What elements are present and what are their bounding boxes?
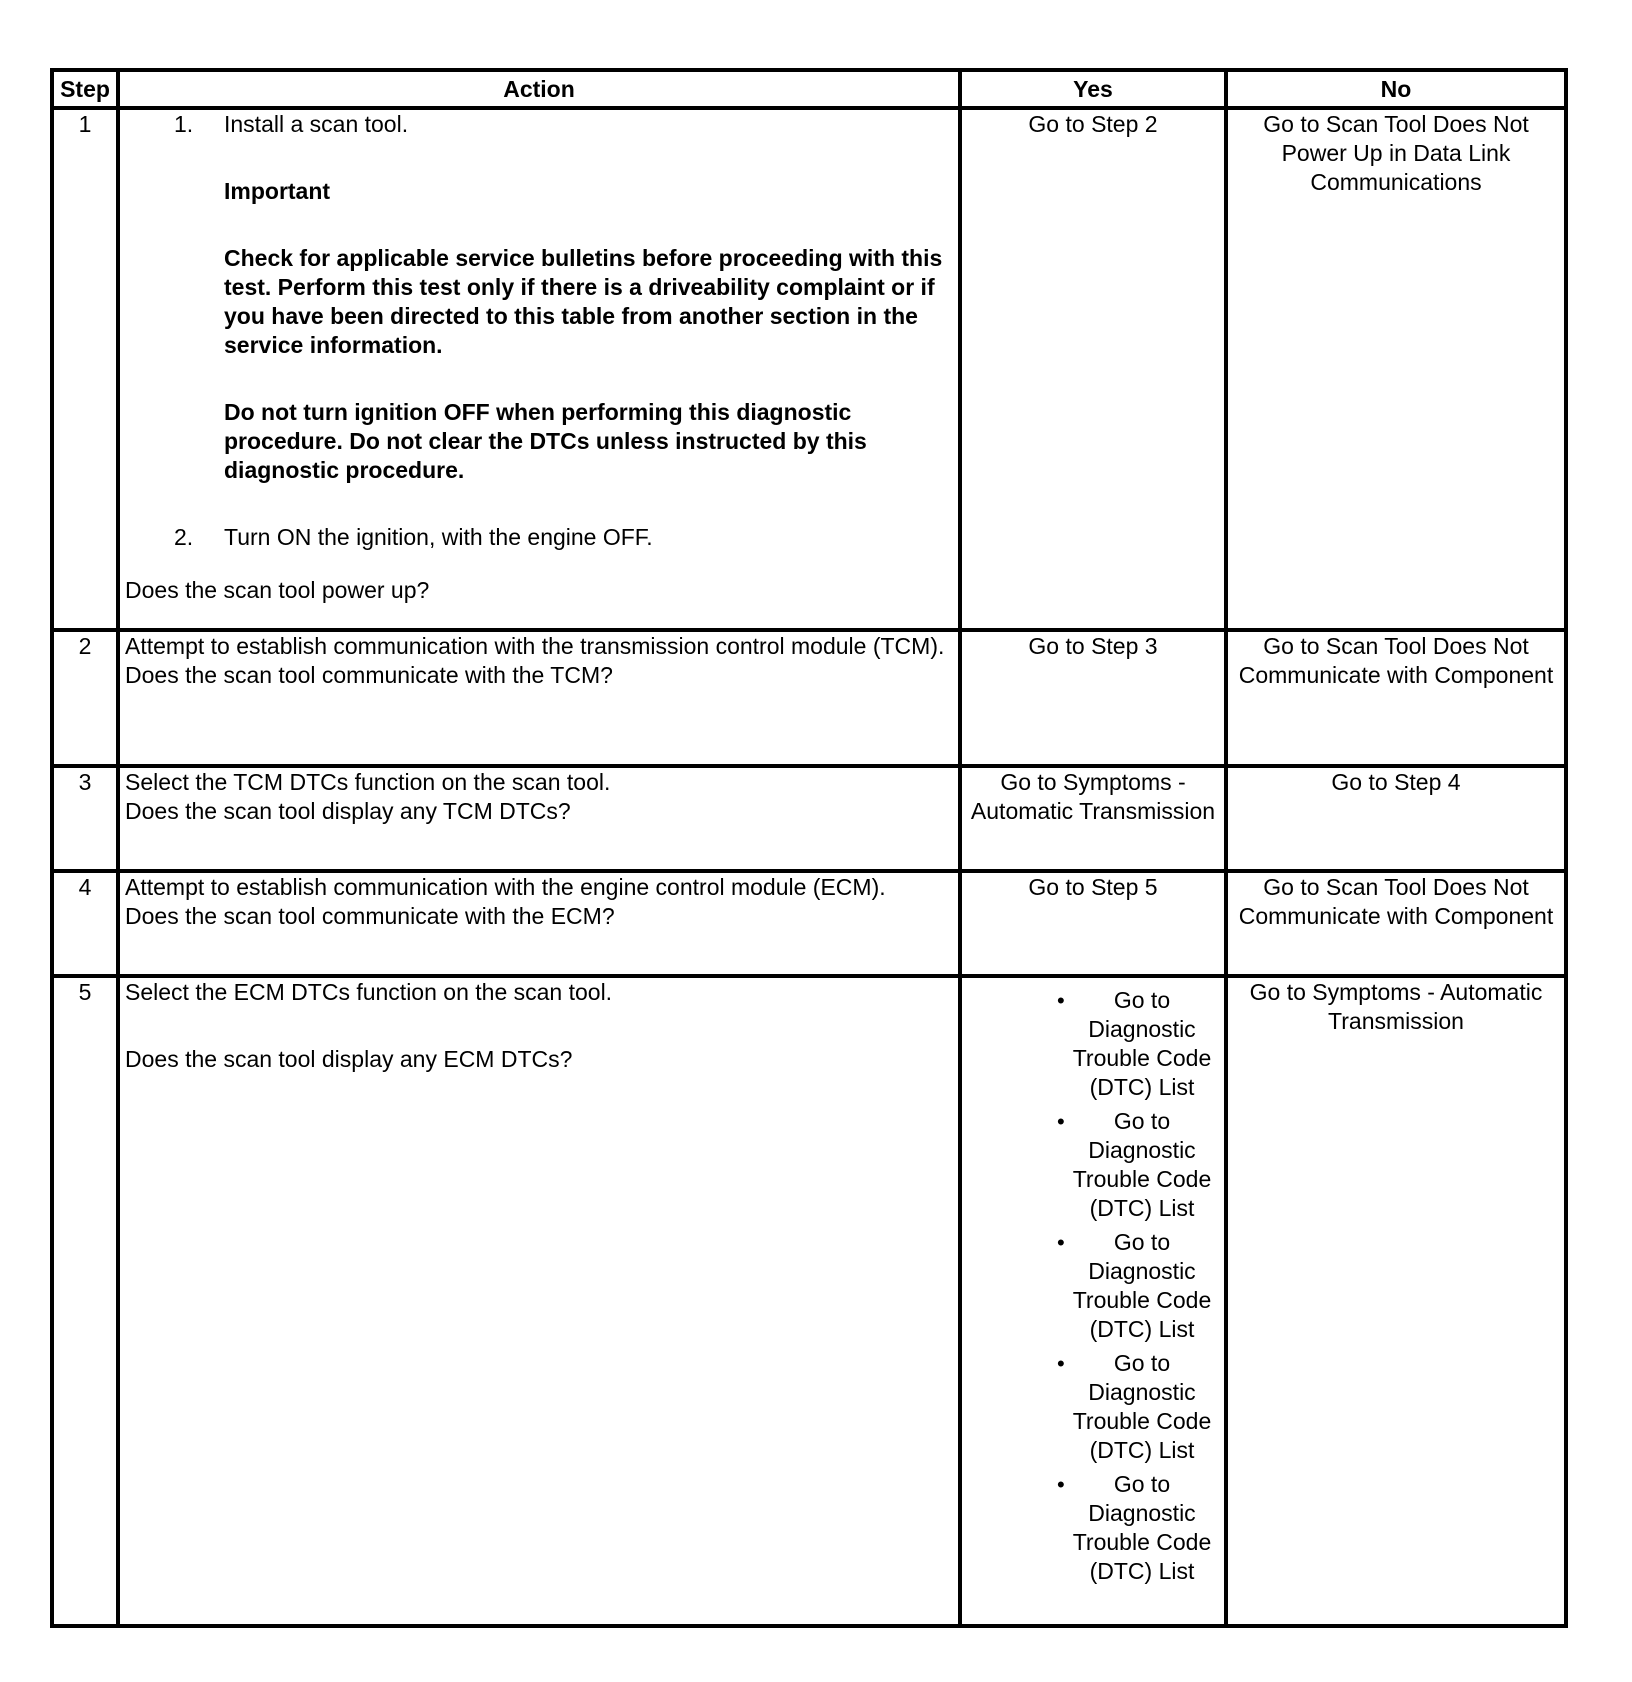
important-note: Do not turn ignition OFF when performing this diagnostic procedure. Do not clear the DTCs unless instructed by this diagnostic procedure.	[224, 399, 867, 483]
list-item	[1057, 1470, 1227, 1586]
table-header-row	[52, 70, 1566, 108]
important-title: Important	[224, 178, 331, 204]
action-cell	[118, 630, 960, 766]
bullet-icon: •	[1057, 988, 1065, 1013]
action-cell	[118, 976, 960, 1626]
item-text: Install a scan tool.	[224, 111, 409, 137]
yes-cell: Go to Symptoms - Automatic Transmission	[960, 766, 1226, 871]
no-cell: Go to Scan Tool Does Not Power Up in Data Link Communications	[1226, 108, 1566, 630]
yes-cell: Go to Step 3	[960, 630, 1226, 766]
action-question: Does the scan tool display any ECM DTCs?	[125, 1046, 573, 1072]
item-number: 1.	[174, 111, 194, 137]
step-number: 3	[52, 766, 118, 871]
yes-cell	[960, 976, 1226, 1626]
no-cell: Go to Scan Tool Does Not Communicate with Component	[1226, 871, 1566, 976]
bullet-text: Go to Diagnostic Trouble Code (DTC) List	[1072, 987, 1212, 1100]
table-row	[52, 871, 1566, 976]
step-number: 4	[52, 871, 118, 976]
action-text: Select the ECM DTCs function on the scan tool.	[125, 979, 613, 1005]
step-number: 1	[52, 108, 118, 630]
action-cell	[118, 871, 960, 976]
numbered-item	[174, 523, 953, 552]
bullet-icon: •	[1057, 1472, 1065, 1497]
action-text: Attempt to establish communication with the engine control module (ECM).	[125, 874, 886, 900]
item-text: Turn ON the ignition, with the engine OFF.	[224, 524, 653, 550]
no-cell: Go to Step 4	[1226, 766, 1566, 871]
list-item	[1057, 1228, 1227, 1344]
header-action: Action	[118, 70, 960, 108]
action-question: Does the scan tool power up?	[125, 577, 430, 603]
no-cell: Go to Scan Tool Does Not Communicate with Component	[1226, 630, 1566, 766]
table-row	[52, 108, 1566, 630]
header-step: Step	[52, 70, 118, 108]
bullet-text: Go to Diagnostic Trouble Code (DTC) List	[1072, 1108, 1212, 1221]
step-number: 5	[52, 976, 118, 1626]
table-row	[52, 630, 1566, 766]
table-row	[52, 766, 1566, 871]
action-text: Attempt to establish communication with the transmission control module (TCM).	[125, 633, 945, 659]
action-cell	[118, 766, 960, 871]
bullet-icon: •	[1057, 1230, 1065, 1255]
header-no: No	[1226, 70, 1566, 108]
yes-cell: Go to Step 5	[960, 871, 1226, 976]
action-text: Select the TCM DTCs function on the scan tool.	[125, 769, 611, 795]
item-number: 2.	[174, 524, 194, 550]
bullet-text: Go to Diagnostic Trouble Code (DTC) List	[1072, 1471, 1212, 1584]
bullet-icon: •	[1057, 1109, 1065, 1134]
diagnostic-table	[50, 68, 1568, 1628]
numbered-item	[174, 110, 953, 139]
list-item	[1057, 1349, 1227, 1465]
table-row	[52, 976, 1566, 1626]
list-item	[1057, 986, 1227, 1102]
action-question: Does the scan tool display any TCM DTCs?	[125, 798, 571, 824]
yes-bullet-list	[1057, 986, 1227, 1586]
no-cell: Go to Symptoms - Automatic Transmission	[1226, 976, 1566, 1626]
action-question: Does the scan tool communicate with the TCM?	[125, 662, 613, 688]
bullet-icon: •	[1057, 1351, 1065, 1376]
header-yes: Yes	[960, 70, 1226, 108]
important-note: Check for applicable service bulletins before proceeding with this test. Perform this test only if there is a driveability complaint or if you have been directed to this table from another section in the service information.	[224, 245, 943, 358]
action-question: Does the scan tool communicate with the ECM?	[125, 903, 615, 929]
step-number: 2	[52, 630, 118, 766]
action-cell	[118, 108, 960, 630]
bullet-text: Go to Diagnostic Trouble Code (DTC) List	[1072, 1229, 1212, 1342]
yes-cell: Go to Step 2	[960, 108, 1226, 630]
list-item	[1057, 1107, 1227, 1223]
bullet-text: Go to Diagnostic Trouble Code (DTC) List	[1072, 1350, 1212, 1463]
